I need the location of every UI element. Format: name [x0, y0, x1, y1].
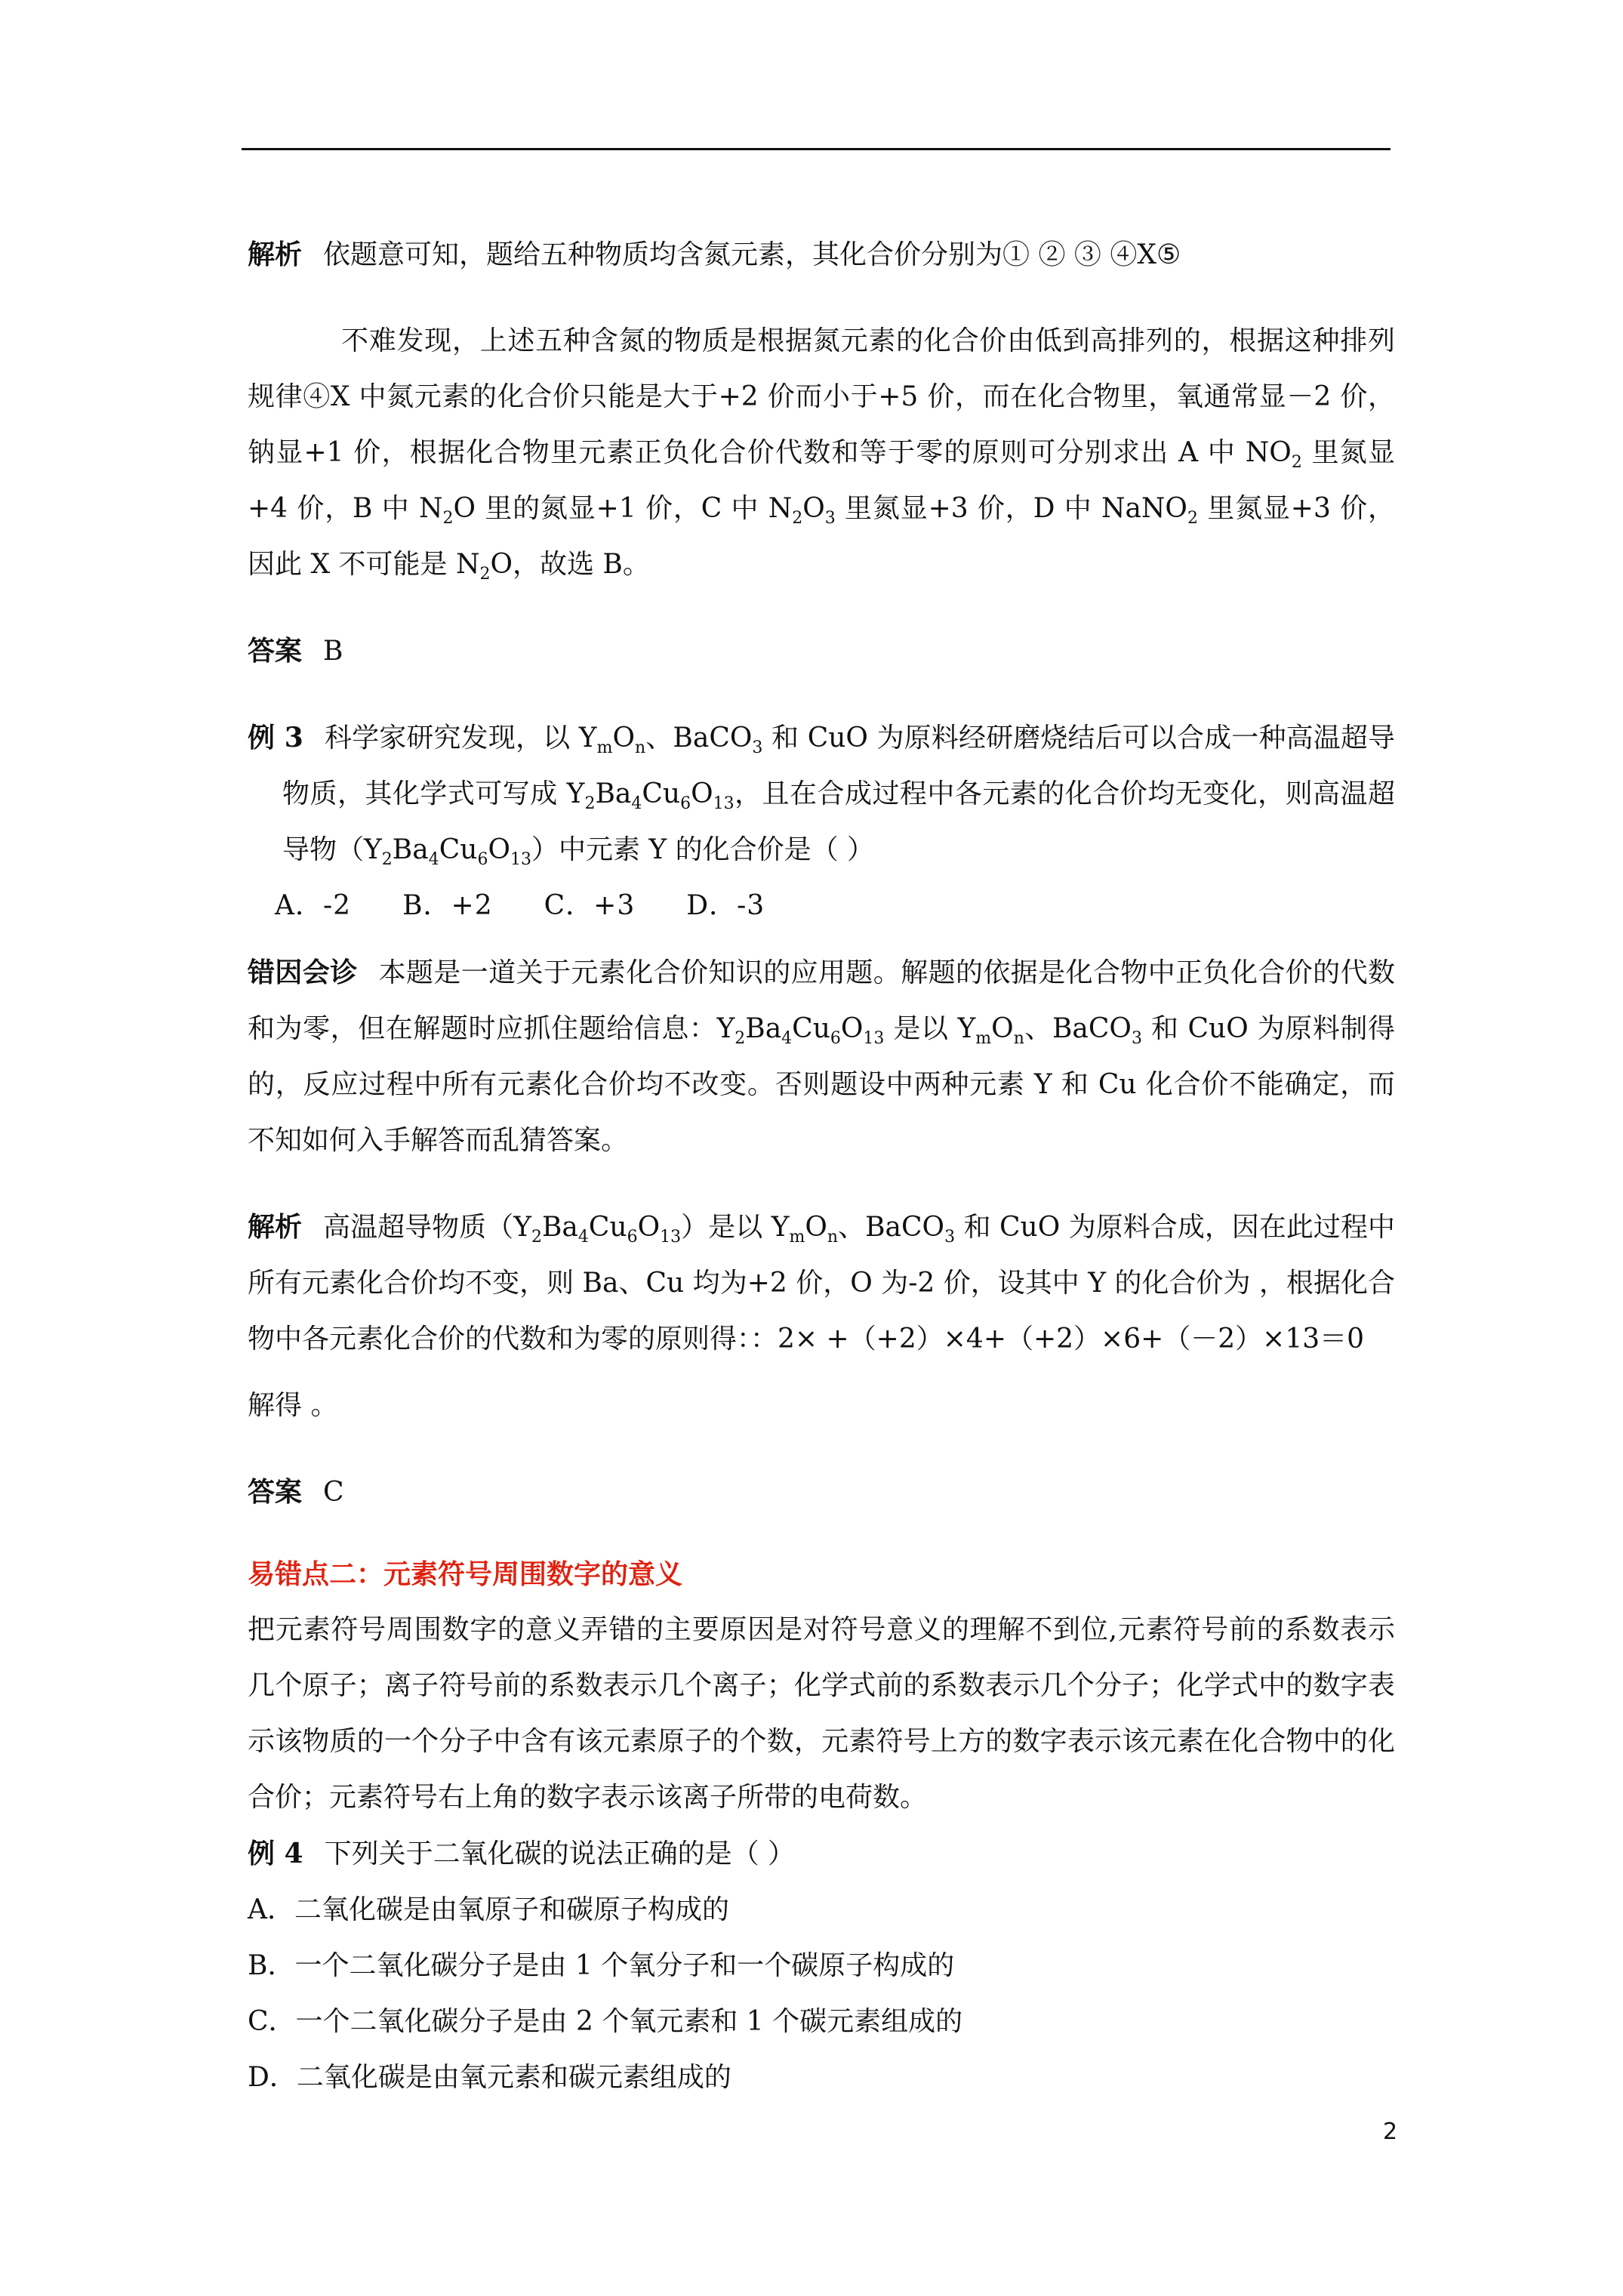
text-run: ）是以 Y	[681, 1212, 790, 1243]
text-run: 高温超导物质（Y	[323, 1212, 531, 1243]
analysis-label: 解析	[248, 1211, 303, 1243]
section-heading: 易错点二：元素符号周围数字的意义	[248, 1558, 683, 1590]
diagnosis-label: 错因会诊	[248, 957, 358, 988]
text-run: O	[805, 1212, 827, 1243]
text-run: 、BaCO	[1024, 1013, 1132, 1044]
text-run: 是以 Y	[884, 1013, 976, 1044]
text-run: Ba	[745, 1013, 782, 1044]
text-run: 里氮显+4 价，B 中	[248, 437, 1396, 524]
text-run: 里氮显+3 价，因此 X 不可能是	[248, 493, 1395, 580]
subscript: 13	[863, 1029, 885, 1048]
text-run: ，且在合成过程中各元素的化合价均无变化，则高温超导物（Y	[282, 778, 1395, 865]
example-4-option-a: A．二氧化碳是由氧原子和碳原子构成的	[248, 1894, 729, 1925]
subscript: 13	[510, 850, 531, 869]
subscript: 2	[479, 565, 491, 584]
answer-label: 答案	[248, 635, 303, 667]
text-run: ）中元素 Y 的化合价是（ ）	[531, 834, 875, 865]
text-run: O	[691, 778, 713, 809]
text-run: Cu	[439, 834, 478, 865]
subscript: m	[975, 1029, 992, 1048]
text-run: ，故选 B。	[512, 549, 650, 580]
subscript: 2	[442, 509, 454, 528]
subscript: m	[596, 738, 613, 757]
text-run: O	[612, 723, 635, 754]
text-run: 和 CuO 为原料制得的，反应过程中所有元素化合价均不改变。否则题设中两种元素 Y 和 Cu 化合价不能确定，而不知如何入手解答而乱猜答案。	[248, 1013, 1395, 1156]
subscript: 2	[792, 509, 803, 528]
formula: O	[453, 493, 476, 524]
text-run: 里的氮显+1 价，C 中	[475, 493, 768, 524]
text-run: 里氮显+3 价，D 中	[835, 493, 1101, 524]
subscript: 6	[627, 1228, 638, 1247]
text-run: Ba	[541, 1212, 578, 1243]
formula: N	[768, 493, 793, 524]
subscript: 3	[752, 738, 763, 757]
text-run: Cu	[642, 778, 681, 809]
text-run: 和 CuO 为原料经研磨烧结后可以合成一种高温超导物质，其化学式可写成 Y	[282, 723, 1395, 809]
example-4-option-d: D．二氧化碳是由氧元素和碳元素组成的	[248, 2062, 731, 2093]
answer-1	[248, 623, 1395, 680]
subscript: 6	[477, 850, 488, 869]
subscript: 4	[577, 1228, 589, 1247]
text-run: O	[840, 1013, 864, 1044]
answer-2	[248, 1464, 1395, 1521]
example-label: 例 4	[248, 1838, 303, 1869]
option-c: C．+3	[544, 890, 636, 921]
subscript: 6	[680, 794, 691, 813]
page-number: 2	[1383, 2119, 1398, 2145]
subscript: 3	[1131, 1029, 1142, 1048]
analysis-2-paragraph	[248, 1199, 1395, 1367]
text-run: O	[637, 1212, 661, 1243]
subscript: 3	[824, 509, 836, 528]
example-3-options	[248, 878, 1395, 934]
document-body	[248, 227, 1395, 2106]
subscript: 3	[944, 1228, 956, 1247]
answer-label: 答案	[248, 1476, 303, 1508]
answer-value: B	[323, 636, 343, 667]
subscript: 2	[584, 794, 596, 813]
subscript: m	[789, 1228, 805, 1247]
text-run: 、BaCO	[838, 1212, 945, 1243]
example-4-option-b: B．一个二氧化碳分子是由 1 个氧分子和一个碳原子构成的	[248, 1950, 955, 1981]
analysis-2-solve-line: 解得 。	[248, 1390, 338, 1421]
subscript: 2	[735, 1029, 746, 1048]
text-run: Cu	[792, 1013, 830, 1044]
subscript: n	[1013, 1029, 1024, 1048]
text-run: Ba	[392, 834, 429, 865]
option-b: B．+2	[402, 890, 493, 921]
text-run: O	[991, 1013, 1014, 1044]
option-a: A．-2	[275, 890, 352, 921]
analysis-1-paragraph	[248, 313, 1395, 593]
subscript: 6	[830, 1029, 841, 1048]
formula: N	[418, 493, 443, 524]
text-run: O	[488, 834, 510, 865]
formula: N	[455, 549, 480, 580]
text-run: Ba	[595, 778, 632, 809]
subscript: 13	[713, 794, 735, 813]
text-run: 、BaCO	[645, 723, 753, 754]
text-run: Cu	[588, 1212, 627, 1243]
subscript: 4	[631, 794, 642, 813]
subscript: n	[634, 738, 646, 757]
example-label: 例 3	[248, 722, 303, 754]
subscript: n	[827, 1228, 839, 1247]
example-4-question	[248, 1826, 1395, 1882]
example-4-option-c: C．一个二氧化碳分子是由 2 个氧元素和 1 个碳元素组成的	[248, 2006, 963, 2037]
subscript: 4	[781, 1029, 793, 1048]
text-run: 不难发现，上述五种含氮的物质是根据氮元素的化合价由低到高排列的，根据这种排列规律④X 中氮元素的化合价只能是大于+2 价而小于+5 价，而在化合物里，氧通常显－2 价，钠显+1 价，根据化合物里元素正负化合价代数和等于零的原则可分别求出 A 中	[248, 325, 1395, 468]
text-run: 本题是一道关于元素化合价知识的应用题。解题的依据是化合物中正负化合价的代数和为零，但在解题时应抓住题给信息：Y	[248, 957, 1395, 1044]
analysis-label: 解析	[248, 239, 303, 270]
subscript: 2	[1187, 509, 1198, 528]
subscript: 13	[660, 1228, 682, 1247]
answer-value: C	[323, 1477, 344, 1508]
formula: O	[490, 549, 513, 580]
subscript: 2	[531, 1228, 542, 1247]
diagnosis-paragraph	[248, 945, 1395, 1169]
text-run: 和 CuO 为原料合成，因在此过程中所有元素化合价均不变，则 Ba、Cu 均为+2 价，O 为-2 价，设其中 Y 的化合价为 ，根据化合物中各元素化合价的代数和为零的原则得：：2× +（+2）×4+（+2）×6+（－2）×13＝0	[248, 1212, 1395, 1354]
subscript: 4	[428, 850, 439, 869]
formula: NaNO	[1101, 493, 1187, 524]
formula: NO	[1245, 437, 1292, 468]
formula: O	[802, 493, 825, 524]
question-text: 下列关于二氧化碳的说法正确的是（ ）	[324, 1838, 796, 1869]
analysis-1-first-line: 依题意可知，题给五种物质均含氮元素，其化合价分别为① ② ③ ④X⑤	[323, 239, 1181, 270]
example-3-question	[248, 710, 1395, 878]
subscript: 2	[381, 850, 393, 869]
analysis-1-line	[248, 227, 1395, 283]
option-d: D．-3	[686, 890, 765, 921]
subscript: 2	[1291, 453, 1302, 472]
text-run: 科学家研究发现，以 Y	[324, 723, 597, 754]
section-body: 把元素符号周围数字的意义弄错的主要原因是对符号意义的理解不到位,元素符号前的系数表示几个原子；离子符号前的系数表示几个离子；化学式前的系数表示几个分子；化学式中的数字表示该物质的一个分子中含有该元素原子的个数，元素符号上方的数字表示该元素在化合物中的化合价；元素符号右上角的数字表示该离子所带的电荷数。	[248, 1614, 1395, 1813]
header-rule	[242, 148, 1390, 150]
